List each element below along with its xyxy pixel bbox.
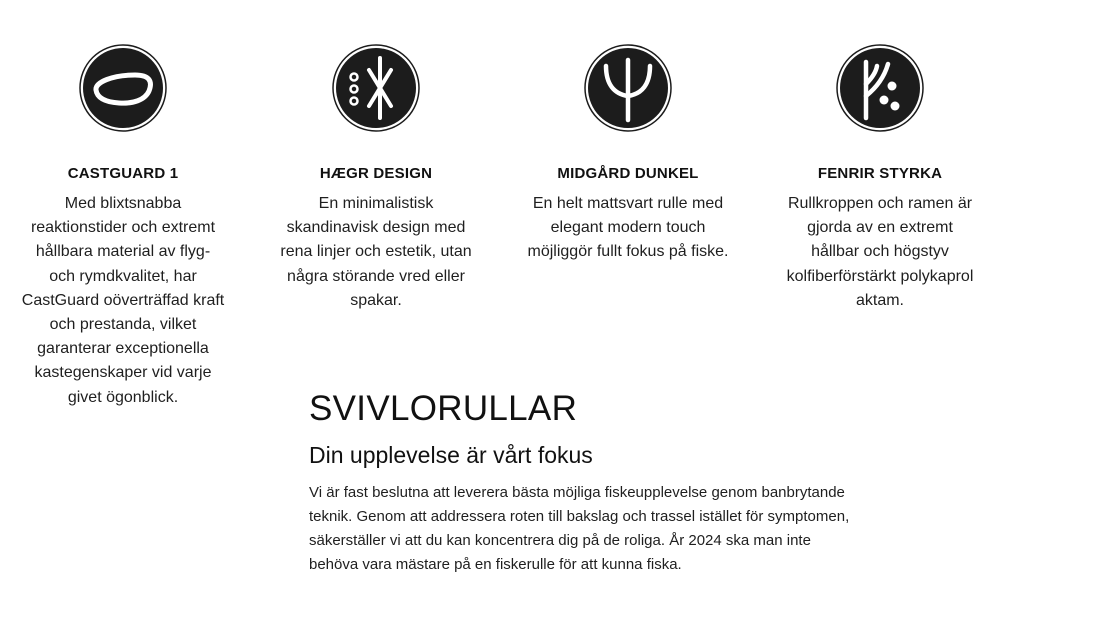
oval-rune-icon	[79, 44, 167, 132]
feature-text: En helt mattsvart rulle med elegant modern touch möjliggör fullt fokus på fiske.	[527, 195, 729, 261]
feature-title: MIDGÅRD DUNKEL	[557, 165, 699, 182]
branch-dots-rune-icon	[836, 44, 924, 132]
feature-text: Med blixtsnabba reaktionstider och extremt hållbara material av flyg- och rymdkvalitet, har CastGuard oöverträffad kraft och prestanda, vilket garanterar exceptionella kastegenskaper vid varje givet ögonblick.	[21, 195, 225, 406]
feature-fenrir-styrka	[775, 44, 985, 313]
feature-text: En minimalistisk skandinavisk design med rena linjer och estetik, utan några störande vred eller spakar.	[280, 195, 472, 309]
feature-midgard-dunkel	[523, 44, 733, 265]
intro-section	[309, 388, 869, 577]
section-subheading: Din upplevelse är vårt fokus	[309, 442, 593, 468]
feature-castguard	[18, 44, 228, 410]
dots-star-rune-icon	[332, 44, 420, 132]
trident-rune-icon	[584, 44, 672, 132]
feature-title: HÆGR DESIGN	[319, 165, 433, 182]
feature-text: Rullkroppen och ramen är gjorda av en extremt hållbar och högstyv kolfiberförstärkt polykaprol aktam.	[786, 195, 974, 309]
feature-title: FENRIR STYRKA	[817, 165, 943, 182]
section-heading: SVIVLORULLAR	[309, 389, 578, 428]
feature-haegr-design	[271, 44, 481, 313]
section-body-text: Vi är fast beslutna att leverera bästa möjliga fiskeupplevelse genom banbrytande teknik. Genom att addressera roten till bakslag och trassel istället för symptomen, säkerställer vi att du kan koncentrera dig på de roliga. År 2024 ska man inte behöva vara mästare på en fiskerulle för att kunna fiska.	[309, 484, 850, 573]
feature-title: CASTGUARD 1	[67, 165, 179, 182]
